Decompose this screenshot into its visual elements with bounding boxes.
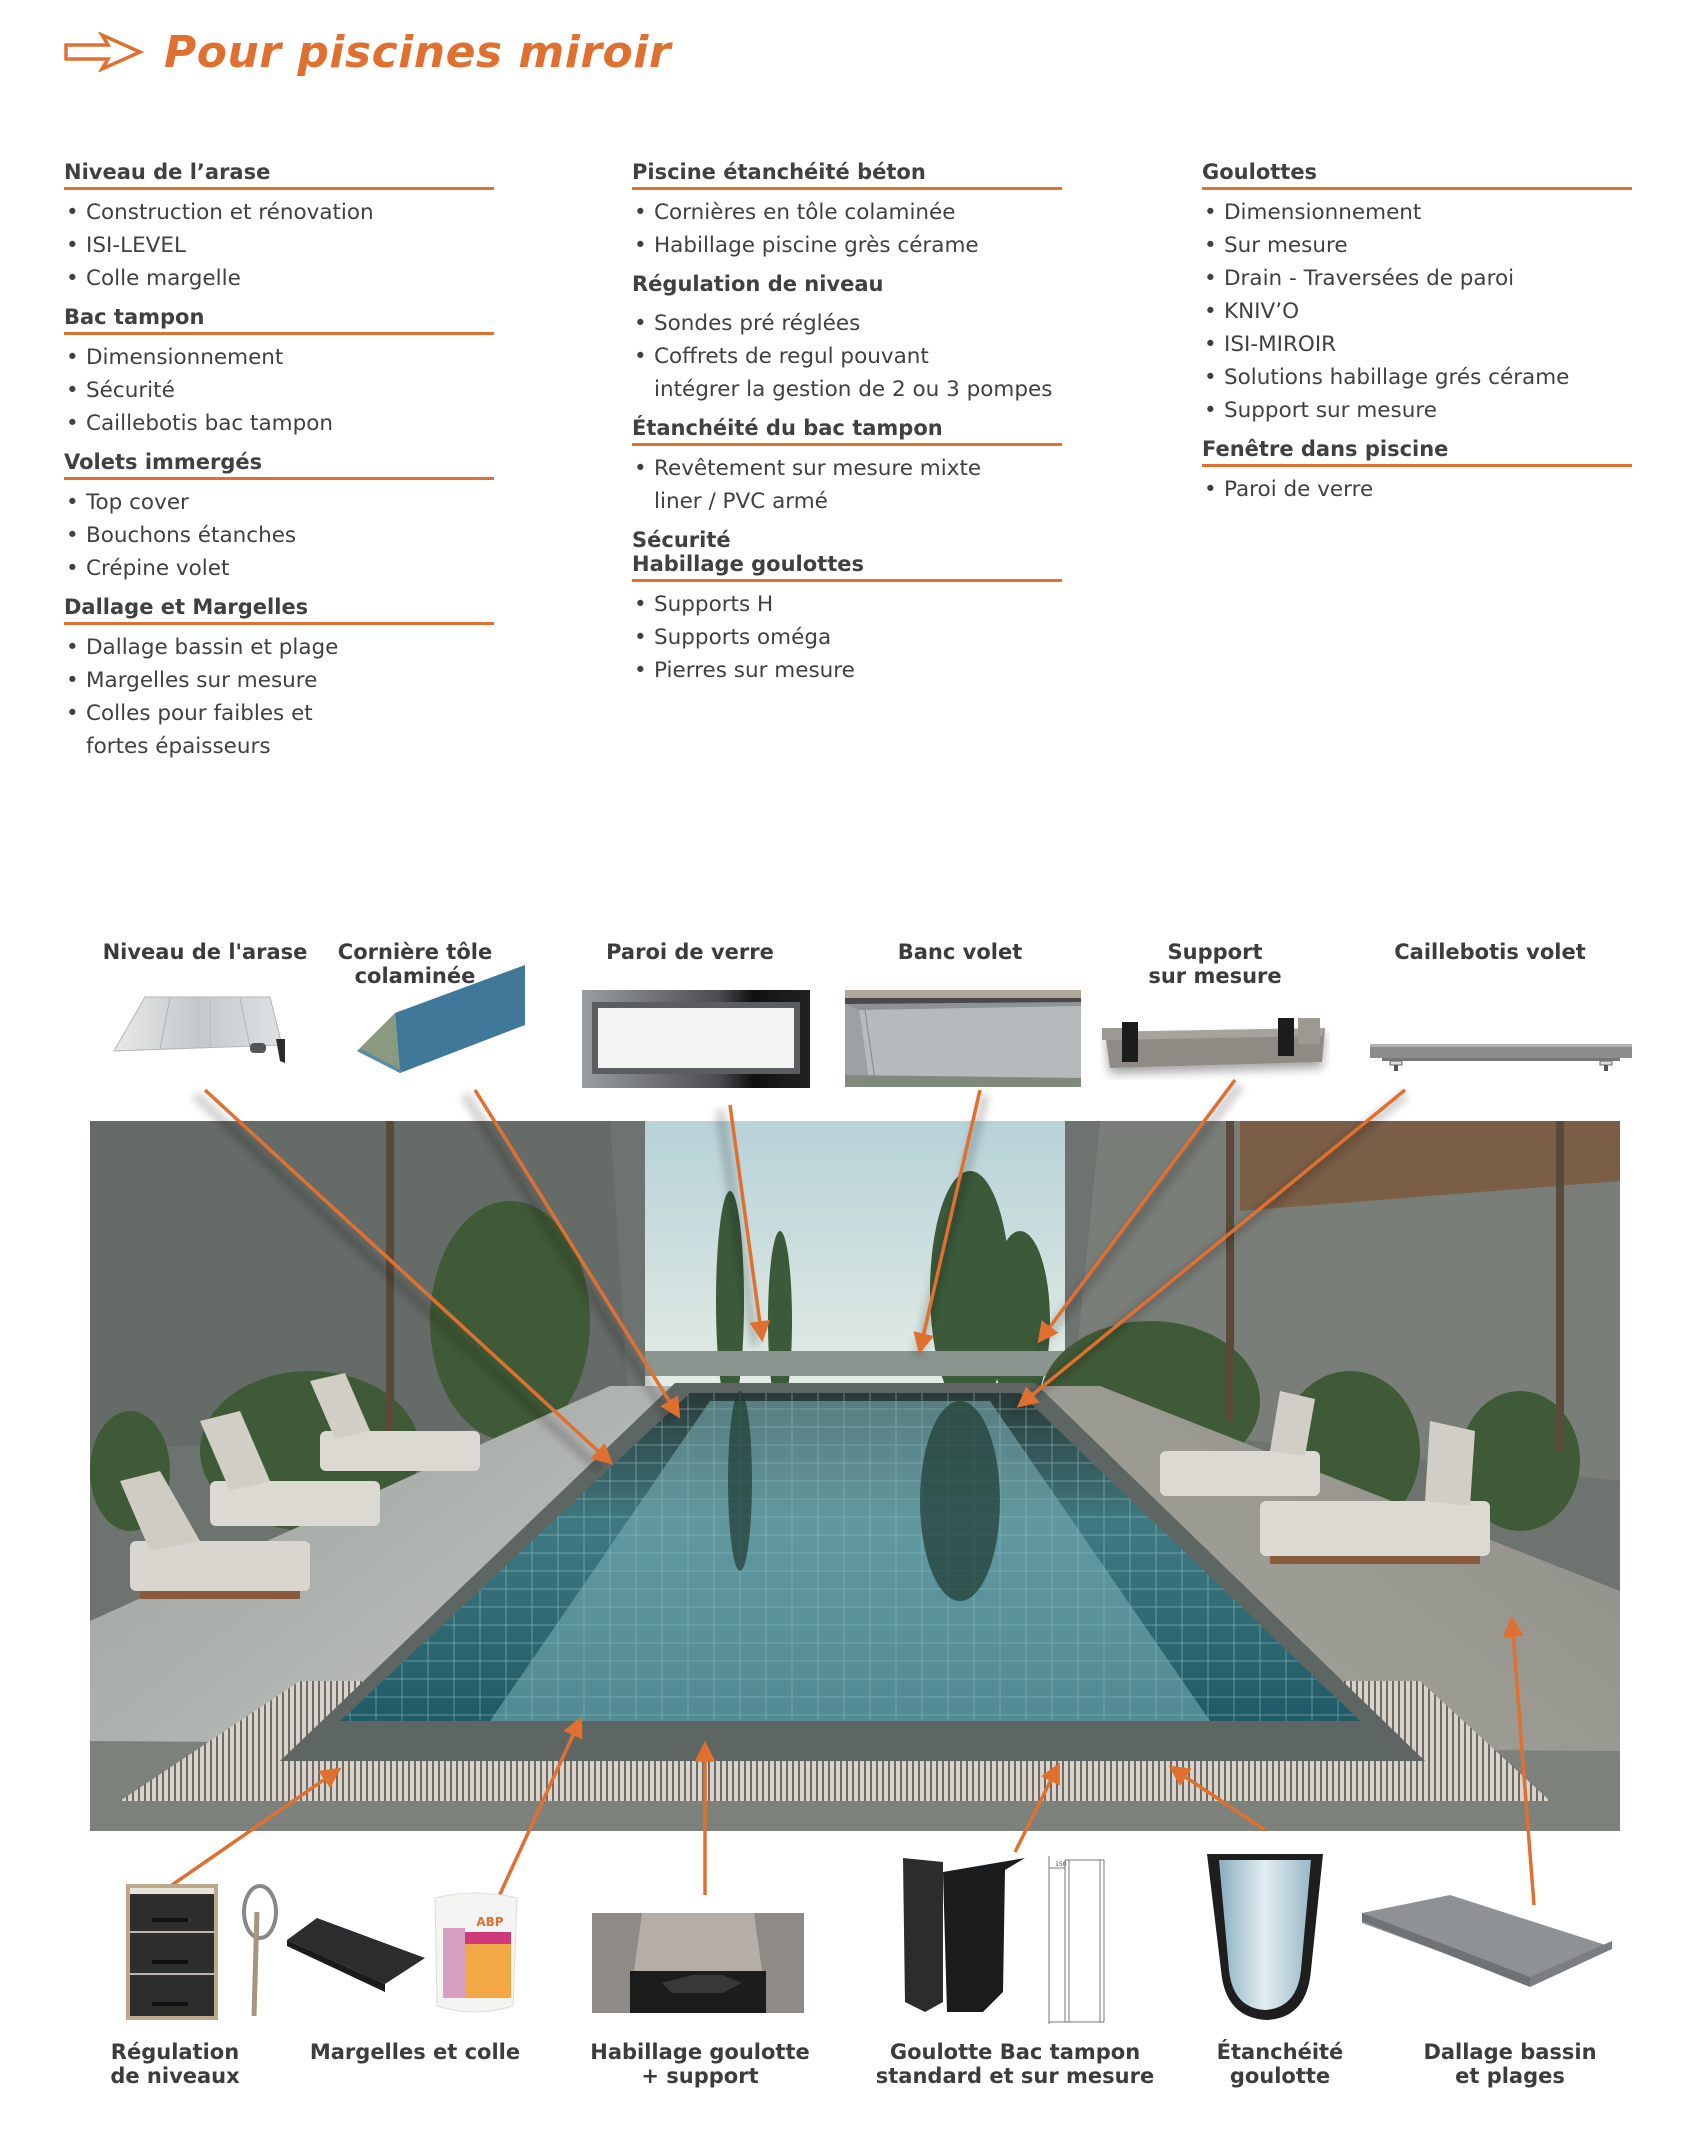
- list-item-text: • Caillebotis bac tampon: [86, 411, 334, 436]
- feature-section: [64, 595, 494, 763]
- list-item-text: • Sondes pré réglées: [654, 311, 861, 336]
- list-item-text: • Revêtement sur mesure mixte: [654, 456, 982, 481]
- bullet-list: [64, 341, 494, 440]
- list-item: [632, 654, 1062, 687]
- list-item: [64, 229, 494, 262]
- list-item: [1202, 361, 1632, 394]
- feature-section: [64, 305, 494, 440]
- feature-section: [632, 416, 1062, 518]
- product-label-niveau-arase: Niveau de l'arase: [102, 940, 308, 964]
- section-heading-line: Fenêtre dans piscine: [1202, 437, 1449, 461]
- list-item-text: • Paroi de verre: [1224, 477, 1374, 502]
- page-header: [64, 22, 671, 82]
- list-item: [632, 229, 1062, 262]
- section-heading-line: Volets immergés: [64, 450, 263, 474]
- product-label-habillage-goulotte: Habillage goulotte + support: [590, 2040, 810, 2088]
- feature-section: [1202, 437, 1632, 506]
- control-box-and-probe-image: [122, 1882, 282, 2022]
- list-item: [64, 486, 494, 519]
- bullet-list: [632, 452, 1062, 518]
- list-item: [64, 262, 494, 295]
- feature-section: [632, 272, 1062, 406]
- section-heading-line: Dallage et Margelles: [64, 595, 309, 619]
- list-item: [64, 196, 494, 229]
- section-heading: [64, 450, 494, 480]
- list-item: [1202, 328, 1632, 361]
- list-item-text: • Crépine volet: [86, 556, 230, 581]
- bullet-list: [64, 486, 494, 585]
- list-item-text: • KNIV’O: [1224, 299, 1299, 324]
- section-heading: [632, 528, 1062, 582]
- list-item: [1202, 394, 1632, 427]
- list-item-text: • Drain - Traversées de paroi: [1224, 266, 1515, 291]
- section-heading-line: Habillage goulottes: [632, 552, 864, 576]
- list-item-text: • Coffrets de regul pouvant: [654, 344, 929, 369]
- outline-right-arrow-icon: [64, 32, 144, 72]
- feature-column-2: [632, 160, 1062, 697]
- list-item: [1202, 262, 1632, 295]
- bullet-list: [1202, 196, 1632, 427]
- list-item: [632, 340, 1062, 406]
- list-item-text: • Construction et rénovation: [86, 200, 374, 225]
- product-label-banc-volet: Banc volet: [897, 940, 1023, 964]
- product-label-support: Support sur mesure: [1148, 940, 1282, 988]
- gutter-cladding-support-image: [592, 1913, 804, 2013]
- section-heading: [1202, 437, 1632, 467]
- feature-section: [64, 160, 494, 295]
- feature-column-1: [64, 160, 494, 773]
- list-item: [1202, 295, 1632, 328]
- list-item: [64, 552, 494, 585]
- product-label-etancheite-goulotte: Étanchéité goulotte: [1216, 2040, 1344, 2088]
- bullet-list: [632, 588, 1062, 687]
- list-item-text: • Pierres sur mesure: [654, 658, 855, 683]
- svg-text:150: 150: [1055, 1861, 1067, 1868]
- list-item: [64, 374, 494, 407]
- svg-text:ABP: ABP: [476, 1915, 504, 1929]
- list-item-text: • ISI-MIROIR: [1224, 332, 1337, 357]
- section-heading-line: Goulottes: [1202, 160, 1318, 184]
- list-item: [1202, 229, 1632, 262]
- list-item: [64, 697, 494, 763]
- list-item-text: • Sur mesure: [1224, 233, 1348, 258]
- product-label-regulation: Régulation de niveaux: [110, 2040, 240, 2088]
- glass-window-panel-image: [582, 990, 810, 1088]
- feature-column-3: [1202, 160, 1632, 516]
- feature-section: [64, 450, 494, 585]
- feature-section: [632, 528, 1062, 687]
- feature-section: [632, 160, 1062, 262]
- aluminium-level-profile-image: [110, 995, 290, 1065]
- list-item-text: fortes épaisseurs: [86, 734, 271, 759]
- list-item-text: • Top cover: [86, 490, 189, 515]
- section-heading-line: Bac tampon: [64, 305, 205, 329]
- list-item-text: • Dallage bassin et plage: [86, 635, 339, 660]
- section-heading: [632, 416, 1062, 446]
- section-heading: [64, 595, 494, 625]
- list-item: [64, 407, 494, 440]
- list-item: [64, 341, 494, 374]
- list-item: [632, 621, 1062, 654]
- list-item-text: • Sécurité: [86, 378, 175, 403]
- list-item: [632, 307, 1062, 340]
- blue-angle-profile-image: [355, 965, 530, 1075]
- bullet-list: [632, 307, 1062, 406]
- page-title: Pour piscines miroir: [164, 26, 672, 78]
- product-label-dallage: Dallage bassin et plages: [1423, 2040, 1597, 2088]
- product-label-paroi-verre: Paroi de verre: [606, 940, 774, 964]
- product-label-goulotte-bac-tampon: Goulotte Bac tampon standard et sur mesure: [875, 2040, 1155, 2088]
- bullet-list: [64, 631, 494, 763]
- bullet-list: [1202, 473, 1632, 506]
- list-item-text: • Dimensionnement: [86, 345, 284, 370]
- list-item: [632, 452, 1062, 518]
- section-heading-line: Sécurité: [632, 528, 731, 552]
- list-item: [632, 196, 1062, 229]
- list-item: [64, 631, 494, 664]
- cover-grating-bar-image: [1370, 1040, 1632, 1080]
- section-heading-line: Régulation de niveau: [632, 272, 884, 296]
- section-heading: [632, 160, 1062, 190]
- list-item-text: • Colle margelle: [86, 266, 241, 291]
- section-heading: [64, 305, 494, 335]
- list-item-text: • Support sur mesure: [1224, 398, 1437, 423]
- list-item-text: • ISI-LEVEL: [86, 233, 186, 258]
- custom-steel-support-image: [1100, 1010, 1330, 1085]
- bullet-list: [64, 196, 494, 295]
- list-item-text: • Supports oméga: [654, 625, 832, 650]
- list-item-text: • Colles pour faibles et: [86, 701, 313, 726]
- section-heading-line: Piscine étanchéité béton: [632, 160, 926, 184]
- feature-section: [1202, 160, 1632, 427]
- list-item-text: liner / PVC armé: [654, 489, 828, 514]
- list-item-text: • Solutions habillage grés cérame: [1224, 365, 1570, 390]
- coping-stone-and-glue-bucket-image: [285, 1888, 540, 2018]
- bullet-list: [632, 196, 1062, 262]
- list-item-text: intégrer la gestion de 2 ou 3 pompes: [654, 377, 1053, 402]
- list-item: [632, 588, 1062, 621]
- list-item-text: • Supports H: [654, 592, 774, 617]
- section-heading: [64, 160, 494, 190]
- list-item: [64, 519, 494, 552]
- gutter-liner-image: [1205, 1850, 1325, 2025]
- list-item-text: • Dimensionnement: [1224, 200, 1422, 225]
- list-item: [1202, 473, 1632, 506]
- list-item-text: • Margelles sur mesure: [86, 668, 318, 693]
- section-heading: [1202, 160, 1632, 190]
- product-label-corniere: Cornière tôle colaminée: [337, 940, 493, 988]
- product-label-margelles-colle: Margelles et colle: [309, 2040, 521, 2064]
- paving-slab-image: [1362, 1895, 1612, 1995]
- section-heading: [632, 272, 1062, 299]
- list-item-text: • Habillage piscine grès cérame: [654, 233, 979, 258]
- list-item-text: • Bouchons étanches: [86, 523, 297, 548]
- list-item-text: • Cornières en tôle colaminée: [654, 200, 956, 225]
- gutter-tank-and-drawing-image: [895, 1852, 1145, 2027]
- section-heading-line: Étanchéité du bac tampon: [632, 416, 943, 440]
- section-heading-line: Niveau de l’arase: [64, 160, 271, 184]
- mirror-pool-photo: [90, 1121, 1620, 1831]
- product-label-caillebotis: Caillebotis volet: [1394, 940, 1586, 964]
- list-item: [64, 664, 494, 697]
- stone-cover-bench-image: [845, 990, 1081, 1087]
- list-item: [1202, 196, 1632, 229]
